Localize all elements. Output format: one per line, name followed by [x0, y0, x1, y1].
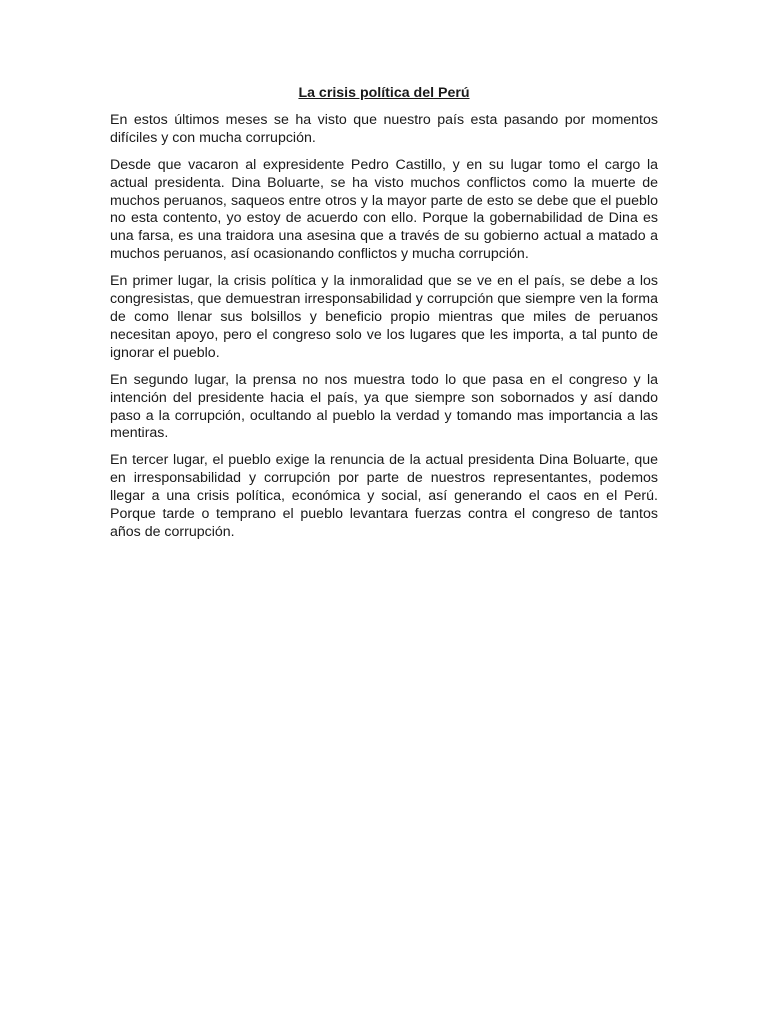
- paragraph-intro: En estos últimos meses se ha visto que nuestro país esta pasando por momentos difíciles y con mucha corrupción.: [110, 111, 658, 146]
- paragraph-first-point: En primer lugar, la crisis política y la inmoralidad que se ve en el país, se debe a los congresistas, que demuestran irresponsabilidad y corrupción que siempre ven la forma de como llenar sus bolsillos y beneficio propio mientras que miles de peruanos necesitan apoyo, pero el congreso solo ve los lugares que les importa, a tal punto de ignorar el pueblo.: [110, 273, 658, 361]
- paragraph-third-point: En tercer lugar, el pueblo exige la renuncia de la actual presidenta Dina Boluarte, que en irresponsabilidad y corrupción por parte de nuestros representantes, podemos llegar a una crisis política, económica y social, así generando el caos en el Perú. Porque tarde o temprano el pueblo levantara fuerzas contra el congreso de tantos años de corrupción.: [110, 452, 658, 540]
- paragraph-context: Desde que vacaron al expresidente Pedro Castillo, y en su lugar tomo el cargo la actual presidenta. Dina Boluarte, se ha visto muchos conflictos como la muerte de muchos peruanos, saqueos entre otros y la mayor parte de esto se debe que el pueblo no esta contento, yo estoy de acuerdo con ello. Porque la gobernabilidad de Dina es una farsa, es una traidora una asesina que a través de su gobierno actual a matado a muchos peruanos, así ocasionando conflictos y mucha corrupción.: [110, 156, 658, 263]
- document-title: La crisis política del Perú: [298, 85, 470, 101]
- paragraph-second-point: En segundo lugar, la prensa no nos muestra todo lo que pasa en el congreso y la intención del presidente hacia el país, ya que siempre son sobornados y así dando paso a la corrupción, ocultando al pueblo la verdad y tomando mas importancia a las mentiras.: [110, 371, 658, 442]
- document-body: [110, 85, 658, 551]
